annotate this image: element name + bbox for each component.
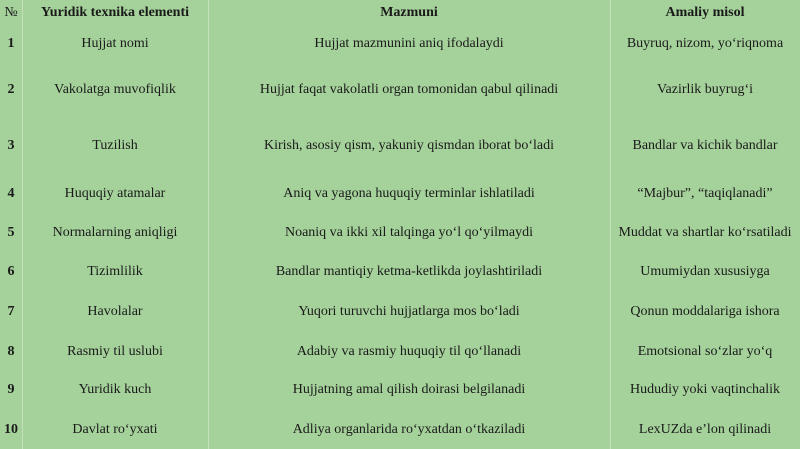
row-example: Hududiy yoki vaqtinchalik	[629, 382, 781, 397]
row-example: Qonun moddalariga ishora	[630, 304, 780, 319]
row-example: Vazirlik buyrug‘i	[656, 82, 754, 97]
row-content: Noaniq va ikki xil talqinga yo‘l qo‘yilmaydi	[284, 225, 534, 240]
table-row	[0, 258, 800, 286]
table-header-row	[0, 0, 800, 26]
row-number: 10	[4, 422, 18, 437]
table-row	[0, 132, 800, 160]
row-example: LexUZda e’lon qilinadi	[638, 422, 772, 437]
row-content: Aniq va yagona huquqiy terminlar ishlatiladi	[283, 186, 535, 201]
header-example: Amaliy misol	[665, 5, 745, 20]
row-number: 5	[7, 225, 15, 240]
table-row	[0, 416, 800, 444]
row-element: Yuridik kuch	[78, 382, 152, 397]
row-element: Rasmiy til uslubi	[67, 344, 163, 359]
row-example: Buyruq, nizom, yo‘riqnoma	[626, 36, 784, 51]
table-row	[0, 298, 800, 326]
row-number: 9	[7, 382, 15, 397]
row-number: 7	[7, 304, 15, 319]
header-element: Yuridik texnika elementi	[40, 5, 190, 20]
row-content: Yuqori turuvchi hujjatlarga mos bo‘ladi	[298, 304, 520, 319]
row-element: Tizimlilik	[87, 264, 143, 279]
row-content: Bandlar mantiqiy ketma-ketlikda joylashtiriladi	[275, 264, 543, 279]
header-number: №	[4, 5, 18, 20]
row-element: Davlat ro‘yxati	[72, 422, 158, 437]
table-row	[0, 338, 800, 366]
row-element: Vakolatga muvofiqlik	[54, 82, 176, 97]
row-example: Emotsional so‘zlar yo‘q	[637, 344, 773, 359]
row-content: Kirish, asosiy qism, yakuniy qismdan iborat bo‘ladi	[263, 138, 555, 153]
row-element: Havolalar	[87, 304, 143, 319]
row-number: 3	[7, 138, 15, 153]
row-content: Adabiy va rasmiy huquqiy til qo‘llanadi	[296, 344, 522, 359]
row-element: Normalarning aniqligi	[52, 225, 178, 240]
row-element: Huquqiy atamalar	[64, 186, 166, 201]
row-element: Tuzilish	[92, 138, 138, 153]
row-number: 4	[7, 186, 15, 201]
row-number: 8	[7, 344, 15, 359]
row-number: 6	[7, 264, 15, 279]
table-row	[0, 219, 800, 247]
row-element: Hujjat nomi	[81, 36, 149, 51]
row-example: Umumiydan xususiyga	[640, 264, 770, 279]
row-example: Bandlar va kichik bandlar	[632, 138, 778, 153]
table-row	[0, 30, 800, 58]
table-row	[0, 76, 800, 104]
row-content: Adliya organlarida ro‘yxatdan o‘tkaziladi	[292, 422, 526, 437]
row-content: Hujjat mazmunini aniq ifodalaydi	[314, 36, 504, 51]
row-content: Hujjatning amal qilish doirasi belgilanadi	[292, 382, 526, 397]
table-row	[0, 180, 800, 208]
row-number: 2	[7, 82, 15, 97]
row-example: “Majbur”, “taqiqlanadi”	[637, 186, 773, 201]
row-example: Muddat va shartlar ko‘rsatiladi	[618, 225, 792, 240]
row-content: Hujjat faqat vakolatli organ tomonidan qabul qilinadi	[259, 82, 559, 97]
table-row	[0, 376, 800, 404]
row-number: 1	[7, 36, 15, 51]
header-content: Mazmuni	[380, 5, 438, 20]
